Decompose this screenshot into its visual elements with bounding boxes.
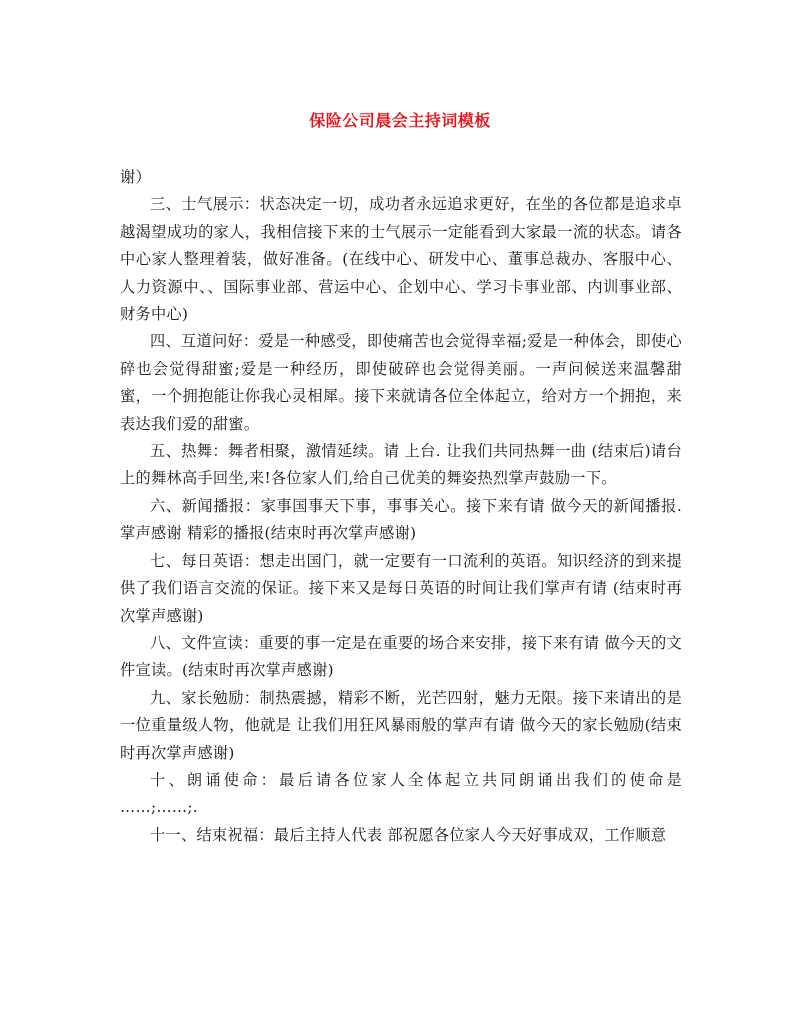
document-body	[120, 164, 688, 849]
paragraph-daily-english: 七、每日英语：想走出国门，就一定要有一口流利的英语。知识经济的到来提供了我们语言交流的保证。接下来又是每日英语的时间让我们掌声有请 (结束时再次掌声感谢)	[120, 551, 682, 625]
paragraph-mission-recital: 十、朗诵使命：最后请各位家人全体起立共同朗诵出我们的使命是 ……;……;.	[120, 770, 688, 817]
paragraph-news-report: 六、新闻播报：家事国事天下事，事事关心。接下来有请 做今天的新闻播报. 掌声感谢 精彩的播报(结束时再次掌声感谢)	[120, 496, 688, 543]
paragraph-greetings: 四、互道问好：爱是一种感受，即使痛苦也会觉得幸福;爱是一种体会，即使心碎也会觉得甜蜜;爱是一种经历，即使破碎也会觉得美丽。一声问候送来温馨甜蜜，一个拥抱能让你我心灵相犀。接下来就请各位全体起立，给对方一个拥抱，来表达我们爱的甜蜜。	[120, 332, 682, 433]
paragraph-continuation: 谢）	[120, 168, 151, 186]
paragraph-leader-encouragement: 九、家长勉励：制热震撼，精彩不断，光芒四射，魅力无限。接下来请出的是一位重量级人物，他就是 让我们用狂风暴雨般的掌声有请 做今天的家长勉励(结束时再次掌声感谢)	[120, 688, 682, 762]
document-title: 保险公司晨会主持词模板	[309, 111, 491, 130]
paragraph-dance: 五、热舞：舞者相聚，激情延续。请 上台. 让我们共同热舞一曲 (结束后)请台上的舞林高手回坐,来!各位家人们,给自己优美的舞姿热烈掌声鼓励一下。	[120, 442, 682, 488]
paragraph-document-reading: 八、文件宣读：重要的事一定是在重要的场合来安排，接下来有请 做今天的文件宣读。(结束时再次掌声感谢)	[120, 633, 682, 680]
paragraph-morale-show: 三、士气展示：状态决定一切，成功者永远追求更好，在坐的各位都是追求卓越渴望成功的家人，我相信接下来的士气展示一定能看到大家最一流的状态。请各中心家人整理着装，做好准备。(在线中心、研发中心、董事总裁办、客服中心、人力资源中、、国际事业部、营运中心、企划中心、学习卡事业部、内训事业部、财务中心)	[120, 195, 682, 324]
paragraph-closing-blessing: 十一、结束祝福：最后主持人代表 部祝愿各位家人今天好事成双，工作顺意	[150, 825, 667, 844]
